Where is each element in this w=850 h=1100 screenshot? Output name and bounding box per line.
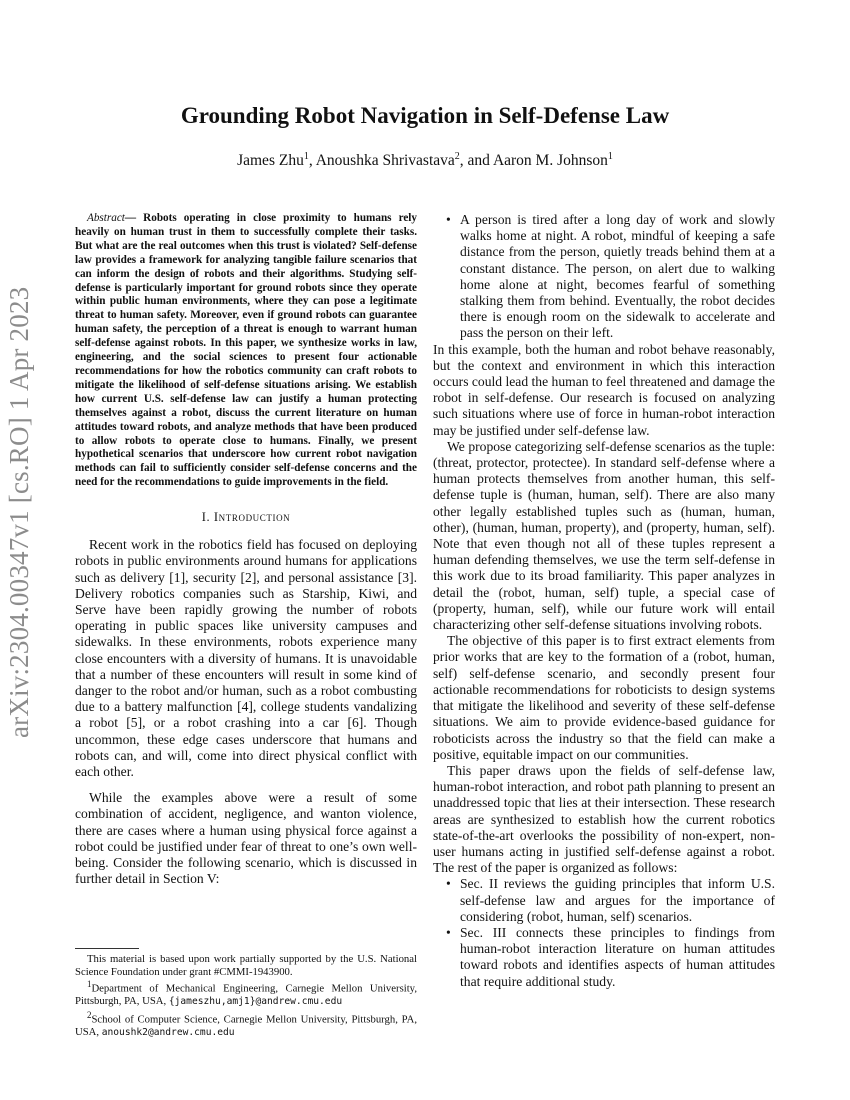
body-paragraph: In this example, both the human and robot behave reasonably, but the context and environment in which this interaction occurs could lead the human to feel threatened and damage the robot in self-defense. Our research is focused on analyzing such situations where use of force in human-robot interaction may be justified under self-defense law. (433, 341, 775, 438)
list-item (433, 925, 775, 990)
abstract-text: Robots operating in close proximity to humans rely heavily on human trust in them to successfully complete their tasks. But what are the real outcomes when this trust is violated? Self-defense law provides a framework for analyzing tangible failure scenarios that can inform the design of robots and their algorithms. Studying self-defense is particularly important for ground robots since they operate within public human environments, where they can pose a legitimate threat to human safety. Moreover, even if ground robots can guarantee human safety, the perception of a threat is enough to warrant human self-defense against robots. In this paper, we synthesize works in law, engineering, and the social sciences to present four actionable recommendations for how the robotics community can craft robots to mitigate the likelihood of self-defense situations arising. We establish how current U.S. self-defense law can justify a human protecting themselves against a robot, discuss the current literature on human attitudes toward robots, and analyze methods that have been produced to allow robots to operate close to humans. Finally, we present hypothetical scenarios that underscore how current robot navigation methods can fail to sufficiently consider self-defense concerns and the need for the recommendations to guide improvements in the field. (75, 212, 418, 489)
footnote-text: School of Computer Science, Carnegie Mellon University, Pittsburgh, PA, USA, (75, 1013, 417, 1039)
body-paragraph: We propose categorizing self-defense scenarios as the tuple: (threat, protector, protectee). In standard self-defense where a human protects themselves from another human, this self-defense tuple is (human, human, self). There are also many other legally established tuples such as (human, human, other), (human, human, property), and (property, human, self). Note that even though not all of these tuples represent a human defending themselves, we use the term self-defense in this work due to its broad familiarity. This paper analyzes in detail the (robot, human, self) tuple, a special case of (property, human, self), while our future work will entail characterizing other self-defense situations involving robots. (433, 438, 775, 633)
bullet-icon: • (446, 876, 451, 892)
body-paragraph: The objective of this paper is to first extract elements from prior works that are key to the formation of a (robot, human, self) self-defense scenario, and secondly present four actionable recommendations for roboticists to design systems that mitigate the likelihood and severity of these self-defense situations. We aim to provide evidence-based guidance for roboticists across the industry so that the field can make a positive, equitable impact on our communities. (433, 633, 775, 762)
author-name: James Zhu (237, 152, 304, 170)
section-title: Introduction (213, 510, 291, 525)
footnotes (75, 948, 417, 1040)
author-separator: , (308, 152, 316, 170)
author-email: anoushk2@andrew.cmu.edu (101, 1027, 235, 1039)
author-affiliation-mark: 2 (454, 151, 460, 162)
author-name: Aaron M. Johnson (492, 152, 608, 170)
abstract-dash: — (124, 212, 144, 224)
footnote-text: Department of Mechanical Engineering, Carnegie Mellon University, Pittsburgh, PA, USA, (75, 982, 417, 1008)
author-affiliation-mark: 1 (303, 151, 309, 162)
organization-list (433, 876, 775, 989)
author-name: Anoushka Shrivastava (315, 152, 455, 170)
list-item-text: Sec. III connects these principles to findings from human-robot interaction literature on human attitudes toward robots and identifies aspects of human attitudes that require additional study. (460, 924, 775, 989)
intro-paragraph: Recent work in the robotics field has focused on deploying robots in public environments around humans for applications such as delivery [1], security [2], and personal assistance [3]. Delivery robotics companies such as Starship, Kiwi, and Serve have been rapidly growing the number of robots operating in public spaces like university campuses and sidewalks. In these environments, robots experience many close encounters with a diversity of humans. It is unavoidable that a number of these encounters will result in some kind of danger to the robot and/or human, such as a robot combusting due to a battery malfunction [4], college students vandalizing a robot [5], or a robot crashing into a car [6]. Though uncommon, these edge cases underscore that humans and robots can, and will, come into direct physical conflict with each other. (75, 537, 417, 779)
list-item (433, 212, 775, 342)
footnote-mark: 1 (87, 979, 92, 990)
section-numeral: I. (201, 510, 214, 525)
intro-paragraph: While the examples above were a result of some combination of accident, negligence, and wanton violence, there are cases where a human using physical force against a robot could be justified under fear of threat to one’s own well-being. Consider the following scenario, which is discussed in further detail in Section V: (75, 790, 417, 887)
bullet-icon: • (446, 924, 451, 940)
footnote-divider (75, 948, 139, 949)
footnote-mark: 2 (87, 1009, 92, 1020)
affiliation-footnote-1 (75, 978, 417, 1009)
right-column (433, 212, 775, 990)
bullet-icon: • (446, 212, 451, 227)
abstract-label: Abstract (87, 212, 125, 224)
paper-title: Grounding Robot Navigation in Self-Defense Law (180, 103, 670, 128)
affiliation-footnote-2 (75, 1009, 417, 1040)
list-item-text: Sec. II reviews the guiding principles that inform U.S. self-defense law and argues for the importance of considering (robot, human, self) scenarios. (460, 876, 775, 924)
left-column (75, 212, 417, 887)
arxiv-id-text: arXiv:2304.00347v1 [cs.RO] 1 Apr 2023 (4, 286, 34, 738)
author-email: {jameszhu,amj1}@andrew.cmu.edu (168, 996, 343, 1008)
list-item (433, 876, 775, 925)
section-heading-introduction (75, 510, 417, 525)
abstract (75, 212, 417, 490)
scenario-list (433, 212, 775, 342)
author-list (0, 151, 850, 170)
author-affiliation-mark: 1 (607, 151, 613, 162)
list-item-text: A person is tired after a long day of work and slowly walks home at night. A robot, mindful of keeping a safe distance from the person, quietly treads behind them at a constant distance. The person, on alert due to walking home alone at night, becomes fearful of something stalking them from behind. Eventually, the robot decides there is enough room on the sidewalk to accelerate and pass the person on their left. (460, 212, 775, 341)
body-paragraph: This paper draws upon the fields of self-defense law, human-robot interaction, and robot path planning to present an unaddressed topic that lies at their intersection. These research areas are synthesized to establish how the current robotics state-of-the-art overlooks the possibility of non-expert, non-user humans acting in justified self-defense against a robot. The rest of the paper is organized as follows: (433, 762, 775, 876)
author-separator: , and (459, 152, 493, 170)
funding-footnote: This material is based upon work partially supported by the U.S. National Science Foundation under grant #CMMI-1943900. (75, 953, 417, 978)
